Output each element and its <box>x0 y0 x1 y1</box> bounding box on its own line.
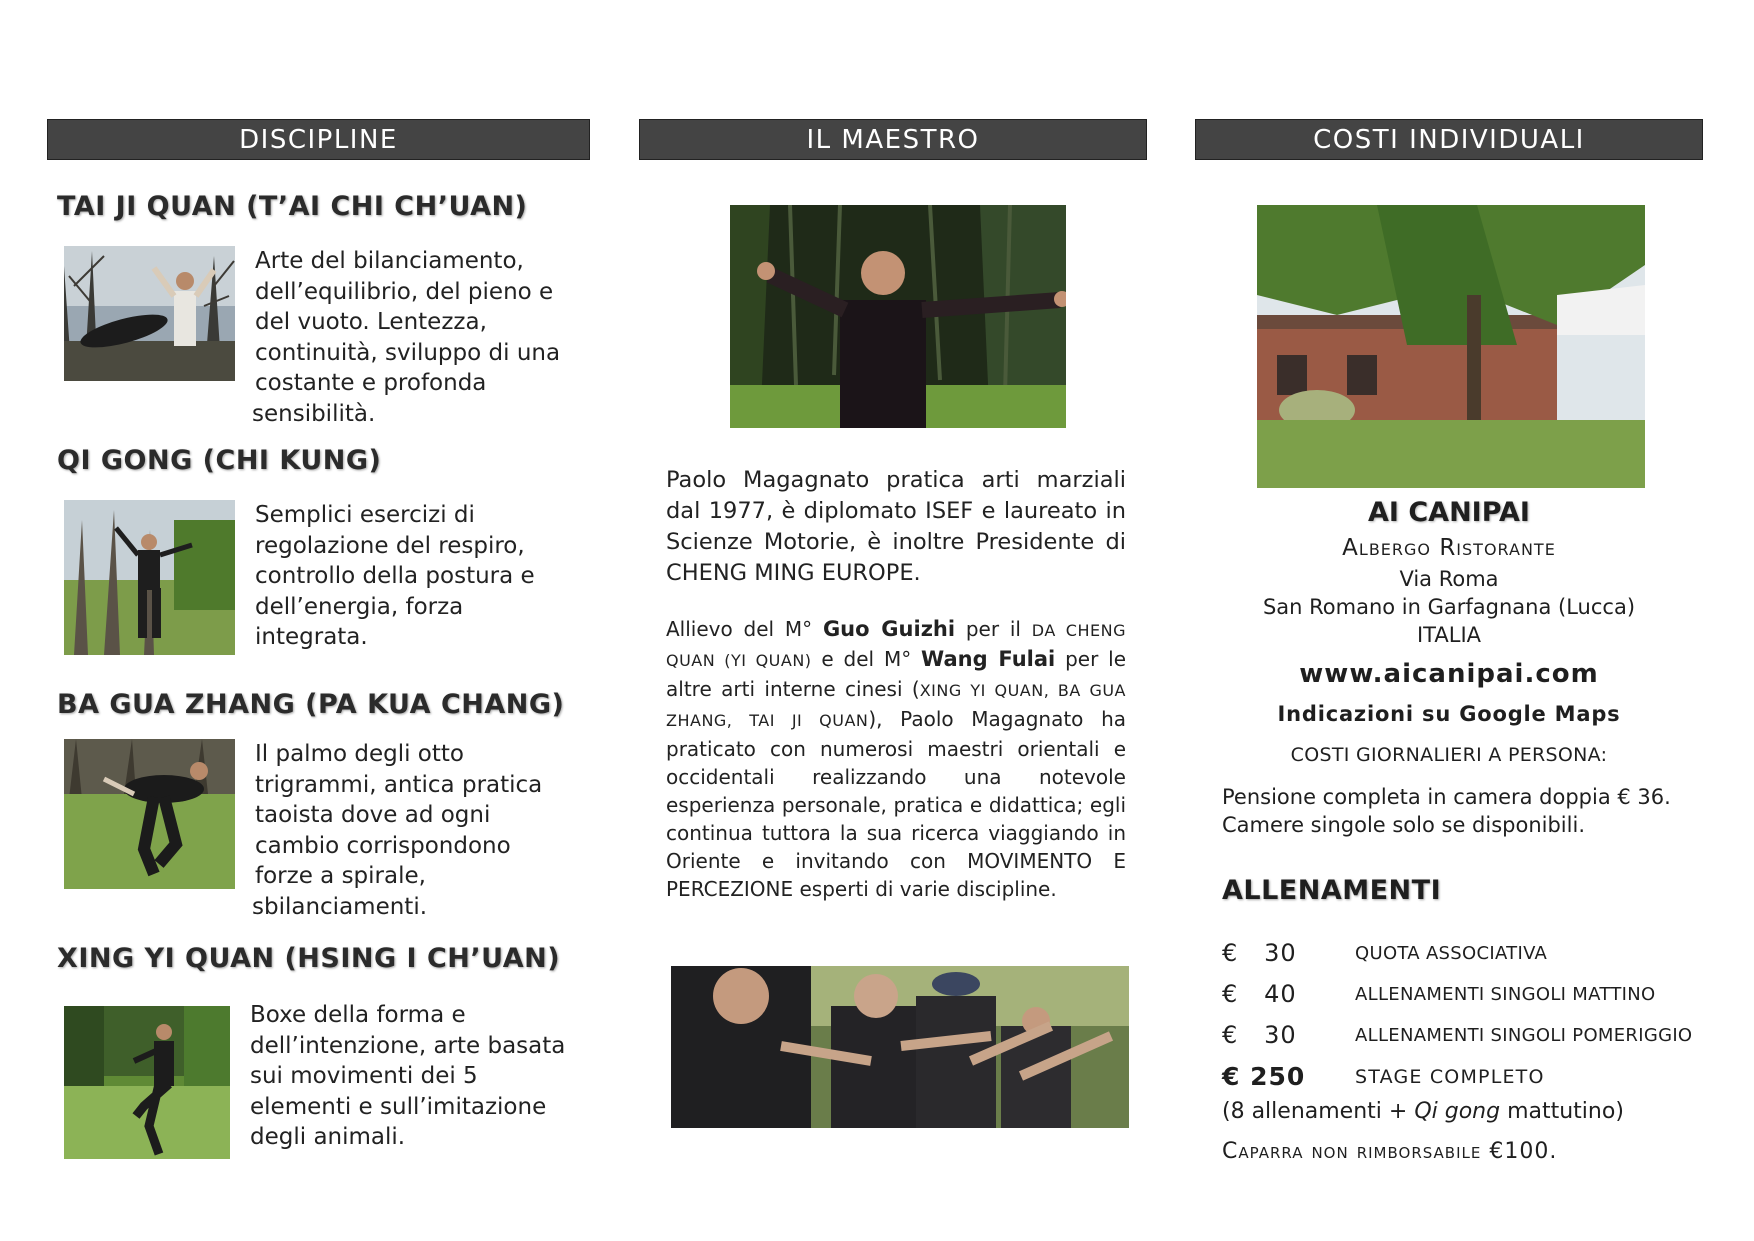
group-training-photo <box>671 966 1129 1128</box>
price-label: STAGE COMPLETO <box>1355 1066 1545 1088</box>
stage-note: (8 allenamenti + Qi gong mattutino) <box>1222 1099 1624 1124</box>
price-amount: € 30 <box>1222 939 1297 967</box>
deposit-note: Caparra non rimborsabile €100. <box>1222 1139 1558 1164</box>
xing-yi-description: Boxe della forma e dell’intenzione, arte basata sui movimenti dei 5 elementi e sull’imitazione degli animali. <box>250 1002 566 1150</box>
daily-costs-label: COSTI GIORNALIERI A PERSONA: <box>1290 744 1608 766</box>
website-link[interactable]: www.aicanipai.com <box>1299 659 1599 689</box>
price-row <box>1222 1021 1702 1055</box>
price-label: ALLENAMENTI SINGOLI POMERIGGIO <box>1355 1025 1693 1046</box>
master-name-guo: Guo Guizhi <box>822 617 956 641</box>
maestro-training-paragraph: Allievo del M° Guo Guizhi per il DA CHENG QUAN (YI QUAN) e del M° Wang Fulai per le altre arti interne cinesi (XING YI QUAN, BA GUA ZHANG, TAI JI QUAN), Paolo Magagnato ha praticato con numerosi maestri orientali e occidentali realizzando una notevole esperienza personale, pratica e didattica; egli continua tuttora la sua ricerca viaggiando in Oriente e invitando con MOVIMENTO E PERCEZIONE esperti di varie discipline. <box>666 617 1126 901</box>
master-name-wang: Wang Fulai <box>921 647 1056 671</box>
price-label: ALLENAMENTI SINGOLI MATTINO <box>1355 984 1656 1005</box>
costs-header: COSTI INDIVIDUALI <box>1195 119 1703 160</box>
price-row <box>1222 939 1702 973</box>
qi-gong-photo <box>64 500 235 655</box>
pension-info: Pensione completa in camera doppia € 36. Camere singole solo se disponibili. <box>1222 785 1671 837</box>
tai-ji-description: Arte del bilanciamento, dell’equilibrio, del pieno e del vuoto. Lentezza, continuità, sviluppo di una costante e profonda sensibilità. <box>252 248 561 427</box>
tai-ji-photo <box>64 246 235 381</box>
price-amount: € 250 <box>1222 1062 1306 1091</box>
discipline-title: XING YI QUAN (HSING I CH’UAN) <box>57 943 561 974</box>
discipline-column <box>47 119 590 1150</box>
price-amount: € 40 <box>1222 980 1297 1008</box>
discipline-title: TAI JI QUAN (T’AI CHI CH’UAN) <box>57 191 528 222</box>
hotel-photo <box>1257 205 1645 488</box>
ba-gua-description: Il palmo degli otto trigrammi, antica pratica taoista dove ad ogni cambio corrispondono forze a spirale, sbilanciamenti. <box>252 741 543 920</box>
google-maps-link[interactable]: Indicazioni su Google Maps <box>1277 702 1621 726</box>
costs-column <box>1195 119 1703 1164</box>
maestro-photo <box>730 205 1066 428</box>
price-label: QUOTA ASSOCIATIVA <box>1355 943 1548 964</box>
allenamenti-title: ALLENAMENTI <box>1222 875 1442 906</box>
qi-gong-description: Semplici esercizi di regolazione del respiro, controllo della postura e dell’energia, forza integrata. <box>255 502 535 650</box>
discipline-title: BA GUA ZHANG (PA KUA CHANG) <box>57 689 565 720</box>
price-amount: € 30 <box>1222 1021 1297 1049</box>
price-row-stage <box>1222 1062 1702 1096</box>
discipline-title: QI GONG (CHI KUNG) <box>57 445 382 476</box>
maestro-bio-paragraph: Paolo Magagnato pratica arti marziali dal 1977, è diplomato ISEF e laureato in Scienze Motorie, è inoltre Presidente di CHENG MING EUROPE. <box>666 467 1126 586</box>
price-row <box>1222 980 1702 1014</box>
hotel-type: Albergo Ristorante <box>1342 535 1556 561</box>
xing-yi-photo <box>64 1006 230 1159</box>
discipline-header: DISCIPLINE <box>47 119 590 160</box>
hotel-address: Via Roma San Romano in Garfagnana (Lucca) ITALIA <box>1262 567 1636 647</box>
hotel-name: AI CANIPAI <box>1368 497 1530 528</box>
ba-gua-photo <box>64 739 235 889</box>
maestro-column <box>639 119 1147 1139</box>
maestro-header: IL MAESTRO <box>639 119 1147 160</box>
